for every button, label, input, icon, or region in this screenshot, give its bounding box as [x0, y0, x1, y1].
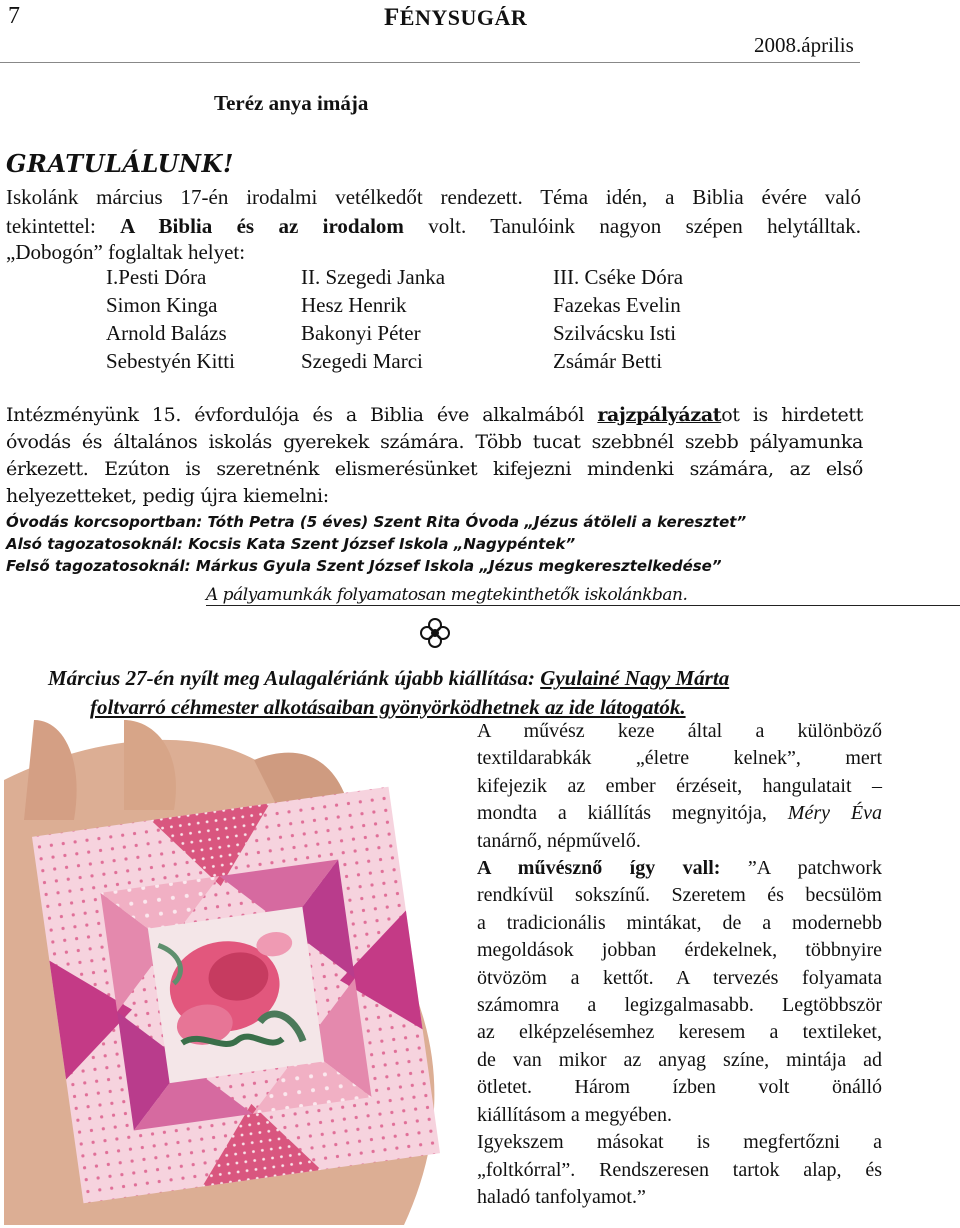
issue-date: 2008.április	[754, 33, 854, 57]
drawing-contest-paragraph	[6, 402, 863, 510]
drawing-line-1b: ot is hirdetett	[721, 404, 863, 426]
result-cell: Zsámár Betti	[553, 349, 663, 373]
article-line: „foltkórral”. Rendszeresen tartok alap, és	[477, 1158, 882, 1181]
competition-line-2a: tekintettel:	[6, 214, 121, 238]
article-line: ötvözöm a kettőt. A tervezés folyamata	[477, 966, 882, 989]
article-line: de van mikor az anyag színe, mintája ad	[477, 1048, 882, 1071]
result-cell: II. Szegedi Janka	[301, 265, 446, 289]
competition-line-1: Iskolánk március 17-én irodalmi vetélkedőt rendezett. Téma idén, a Biblia évére való	[6, 185, 861, 209]
article-line: kifejezik az ember érzéseit, hangulatait –	[477, 774, 882, 797]
article-line: rendkívül sokszínű. Szeretem és becsülöm	[477, 884, 882, 907]
competition-theme: A Biblia és az irodalom	[120, 214, 404, 238]
article-line-part: mondta a kiállítás megnyitója,	[477, 802, 788, 825]
competition-paragraph	[6, 183, 861, 241]
result-cell: Hesz Henrik	[301, 293, 407, 317]
article-line: haladó tanfolyamot.”	[477, 1185, 646, 1208]
opener-name: Méry Éva	[787, 802, 882, 825]
article-line: az elképzelésemhez keresem a textileket,	[477, 1021, 882, 1044]
article-line-part: ”A patchwork	[720, 857, 882, 880]
flower-ornament-icon	[418, 616, 452, 650]
gallery-announcement	[48, 664, 808, 722]
result-cell: Bakonyi Péter	[301, 321, 421, 345]
article-line	[477, 855, 882, 882]
page-number: 7	[8, 3, 20, 29]
result-cell: Szegedi Marci	[301, 349, 423, 373]
article-line: tanárnő, népművelő.	[477, 829, 641, 852]
table-row	[106, 291, 683, 319]
table-row	[106, 347, 683, 375]
viewable-note: A pályamunkák folyamatosan megtekinthetők iskolánkban.	[206, 585, 960, 606]
drawing-line-3: érkezett. Ezúton is szeretnénk elismerésünket kifejezni mindenki számára, az első	[6, 458, 863, 480]
gallery-line-1a: Március 27-én nyílt meg Aulagalériánk újabb kiállítása:	[48, 666, 541, 690]
result-cell: Arnold Balázs	[106, 321, 227, 345]
article-line	[477, 800, 882, 827]
award-kindergarten: Óvodás korcsoportban: Tóth Petra (5 éves) Szent Rita Óvoda „Jézus átöleli a keresztet”	[6, 513, 747, 531]
competition-line-2b: volt. Tanulóink nagyon szépen helytálltak.	[403, 214, 861, 238]
result-cell: Simon Kinga	[106, 293, 218, 317]
magazine-title-initial: F	[384, 4, 400, 31]
result-cell: Sebestyén Kitti	[106, 349, 235, 373]
result-cell: III. Cséke Dóra	[553, 265, 684, 289]
congrats-heading: GRATULÁLUNK!	[6, 149, 234, 178]
artist-says-label: A művésznő így vall:	[477, 857, 721, 880]
award-upper-grades: Felső tagozatosoknál: Márkus Gyula Szent József Iskola „Jézus megkeresztelkedése”	[6, 557, 722, 575]
article-line: textildarabkák „életre kelnek”, mert	[477, 747, 882, 770]
awards-list	[6, 511, 746, 577]
article-line: megoldások jobban érdekelnek, többnyire	[477, 939, 882, 962]
result-cell: Fazekas Evelin	[553, 293, 681, 317]
patchwork-photo	[4, 720, 468, 1225]
gallery-line-2: foltvarró céhmester alkotásaiban gyönyörködhetnek az ide látogatók.	[90, 695, 686, 719]
competition-line-3: „Dobogón” foglaltak helyet:	[6, 240, 246, 264]
result-cell: Szilvácsku Isti	[553, 321, 677, 345]
magazine-title-rest: ÉNYSUGÁR	[399, 5, 528, 30]
artist-name: Gyulainé Nagy Márta	[540, 666, 730, 690]
article-text	[477, 718, 882, 1211]
magazine-title	[384, 4, 527, 32]
result-cell: I.Pesti Dóra	[106, 265, 207, 289]
drawing-contest-link: rajzpályázat	[597, 404, 722, 426]
article-line: számomra a legizgalmasabb. Legtöbbször	[477, 994, 882, 1017]
drawing-line-2: óvodás és általános iskolás gyerekek számára. Több tucat szebbnél szebb pályamunka	[6, 431, 863, 453]
article-line: A művész keze által a különböző	[477, 720, 882, 742]
award-lower-grades: Alsó tagozatosoknál: Kocsis Kata Szent József Iskola „Nagypéntek”	[6, 535, 576, 553]
results-table	[106, 263, 683, 375]
article-line: a tradicionális mintákat, de a modernebb	[477, 911, 882, 934]
section-subtitle: Teréz anya imája	[214, 91, 369, 115]
gallery-line-1	[48, 664, 808, 693]
article-line: kiállításom a megyében.	[477, 1103, 672, 1126]
drawing-line-4: helyezetteket, pedig újra kiemelni:	[6, 485, 329, 507]
article-line: ötletet. Három ízben volt önálló	[477, 1076, 882, 1099]
drawing-line-1	[6, 402, 863, 429]
table-row	[106, 263, 683, 291]
header-divider	[0, 62, 860, 63]
article-line: Igyekszem másokat is megfertőzni a	[477, 1131, 882, 1154]
table-row	[106, 319, 683, 347]
drawing-line-1a: Intézményünk 15. évfordulója és a Biblia éve alkalmából	[6, 404, 598, 426]
